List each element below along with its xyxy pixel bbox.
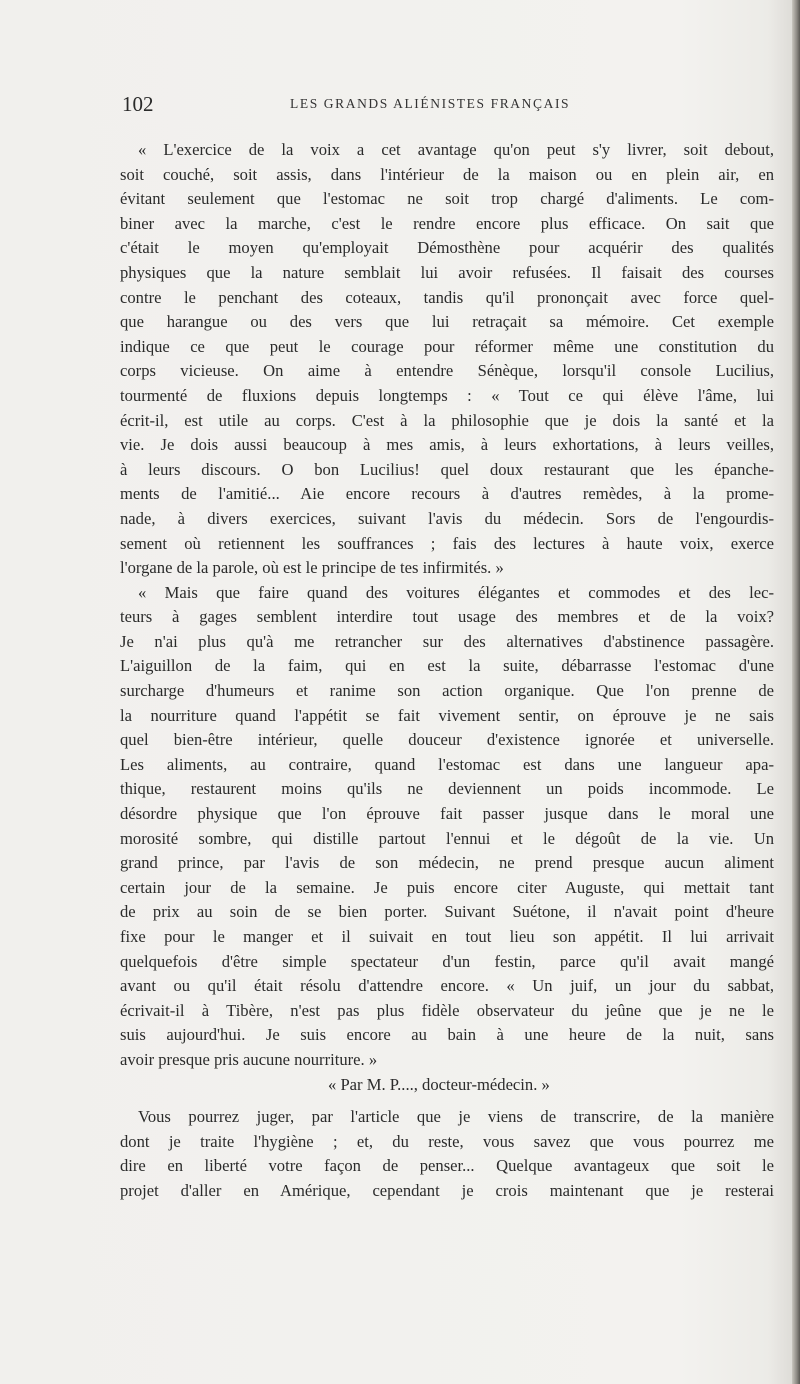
text-line: vie. Je dois aussi beaucoup à mes amis, à leurs exhortations, à leurs veilles, — [120, 435, 774, 455]
text-line: surcharge d'humeurs et ranime son action organique. Que l'on prenne de — [120, 681, 774, 701]
text-line: suis aujourd'hui. Je suis encore au bain à une heure de la nuit, sans — [120, 1025, 774, 1045]
signature: « Par M. P...., docteur-médecin. » — [328, 1074, 550, 1094]
text-line: corps vicieuse. On aime à entendre Sénèque, lorsqu'il console Lucilius, — [120, 361, 774, 381]
text-line: ments de l'amitié... Aie encore recours à d'autres remèdes, à la prome- — [120, 484, 774, 504]
text-line: L'aiguillon de la faim, qui en est la suite, débarrasse l'estomac d'une — [120, 656, 774, 676]
text-line: indique ce que peut le courage pour réformer même une constitution du — [120, 336, 774, 356]
text-line: Les aliments, au contraire, quand l'estomac est dans une langueur apa- — [120, 754, 774, 774]
text-line: Vous pourrez juger, par l'article que je viens de transcrire, de la manière — [138, 1107, 774, 1127]
text-line: dire en liberté votre façon de penser... Quelque avantageux que soit le — [120, 1156, 774, 1176]
paragraph-3 — [120, 1105, 774, 1203]
text-line: l'organe de la parole, où est le principe de tes infirmités. » — [120, 558, 504, 578]
text-line: quel bien-être intérieur, quelle douceur d'existence ignorée et universelle. — [120, 730, 774, 750]
text-line: projet d'aller en Amérique, cependant je crois maintenant que je resterai — [120, 1180, 774, 1200]
text-line: c'était le moyen qu'employait Démosthène pour acquérir des qualités — [120, 238, 774, 258]
running-title: LES GRANDS ALIÉNISTES FRANÇAIS — [290, 96, 571, 111]
text-line: désordre physique que l'on éprouve fait passer jusque dans le moral une — [120, 804, 774, 824]
text-line: la nourriture quand l'appétit se fait vivement sentir, on éprouve je ne sais — [120, 705, 774, 725]
paragraph-gap — [120, 1097, 774, 1105]
text-line: à leurs discours. O bon Lucilius! quel doux restaurant que les épanche- — [120, 459, 774, 479]
text-line: écrit-il, est utile au corps. C'est à la philosophie que je dois la santé et la — [120, 410, 774, 430]
text-line: contre le penchant des coteaux, tandis qu'il prononçait avec force quel- — [120, 287, 774, 307]
text-line: tourmenté de fluxions depuis longtemps : « Tout ce qui élève l'âme, lui — [120, 385, 774, 405]
text-line: thique, restaurent moins qu'ils ne deviennent un poids incommode. Le — [120, 779, 774, 799]
text-line: sement où retiennent les souffrances ; fais des lectures à haute voix, exerce — [120, 533, 774, 553]
text-line: avoir presque pris aucune nourriture. » — [120, 1049, 378, 1069]
text-line: avant ou qu'il était résolu d'attendre encore. « Un juif, un jour du sabbat, — [120, 976, 774, 996]
paragraph-2 — [120, 581, 774, 1073]
text-line: physiques que la nature semblait lui avoir refusées. Il faisait des courses — [120, 262, 774, 282]
text-line: morosité sombre, qui distille partout l'ennui et le dégoût de la vie. Un — [120, 828, 774, 848]
text-line: évitant seulement que l'estomac ne soit trop chargé d'aliments. Le com- — [120, 189, 774, 209]
text-line: nade, à divers exercices, suivant l'avis du médecin. Sors de l'engourdis- — [120, 508, 774, 528]
page-edge-shadow — [792, 0, 800, 1384]
text-line: biner avec la marche, c'est le rendre encore plus efficace. On sait que — [120, 213, 774, 233]
text-line: grand prince, par l'avis de son médecin, ne prend presque aucun aliment — [120, 853, 774, 873]
text-line: que harangue ou des vers que lui retraçait sa mémoire. Cet exemple — [120, 312, 774, 332]
body-text — [120, 138, 774, 1204]
text-line: « L'exercice de la voix a cet avantage qu'on peut s'y livrer, soit debout, — [138, 140, 774, 159]
text-line: soit couché, soit assis, dans l'intérieur de la maison ou en plein air, en — [120, 164, 774, 184]
page-number: 102 — [122, 92, 154, 116]
text-line: Je n'ai plus qu'à me retrancher sur des alternatives d'abstinence passagère. — [120, 631, 774, 651]
text-line: « Mais que faire quand des voitures élégantes et commodes et des lec- — [138, 582, 774, 602]
text-line: quelquefois d'être simple spectateur d'un festin, parce qu'il avait mangé — [120, 951, 774, 971]
text-line: de prix au soin de se bien porter. Suivant Suétone, il n'avait point d'heure — [120, 902, 774, 922]
paragraph-1 — [120, 138, 774, 581]
text-line: dont je traite l'hygiène ; et, du reste, vous savez que vous pourrez me — [120, 1131, 774, 1151]
text-line: écrivait-il à Tibère, n'est pas plus fidèle observateur du jeûne que je ne le — [120, 1000, 774, 1020]
page-header — [122, 92, 774, 118]
text-line: certain jour de la semaine. Je puis encore citer Auguste, qui mettait tant — [120, 877, 774, 897]
text-line: teurs à gages semblent interdire tout usage des membres et de la voix? — [120, 607, 774, 627]
text-line: fixe pour le manger et il suivait en tout lieu son appétit. Il lui arrivait — [120, 927, 774, 946]
